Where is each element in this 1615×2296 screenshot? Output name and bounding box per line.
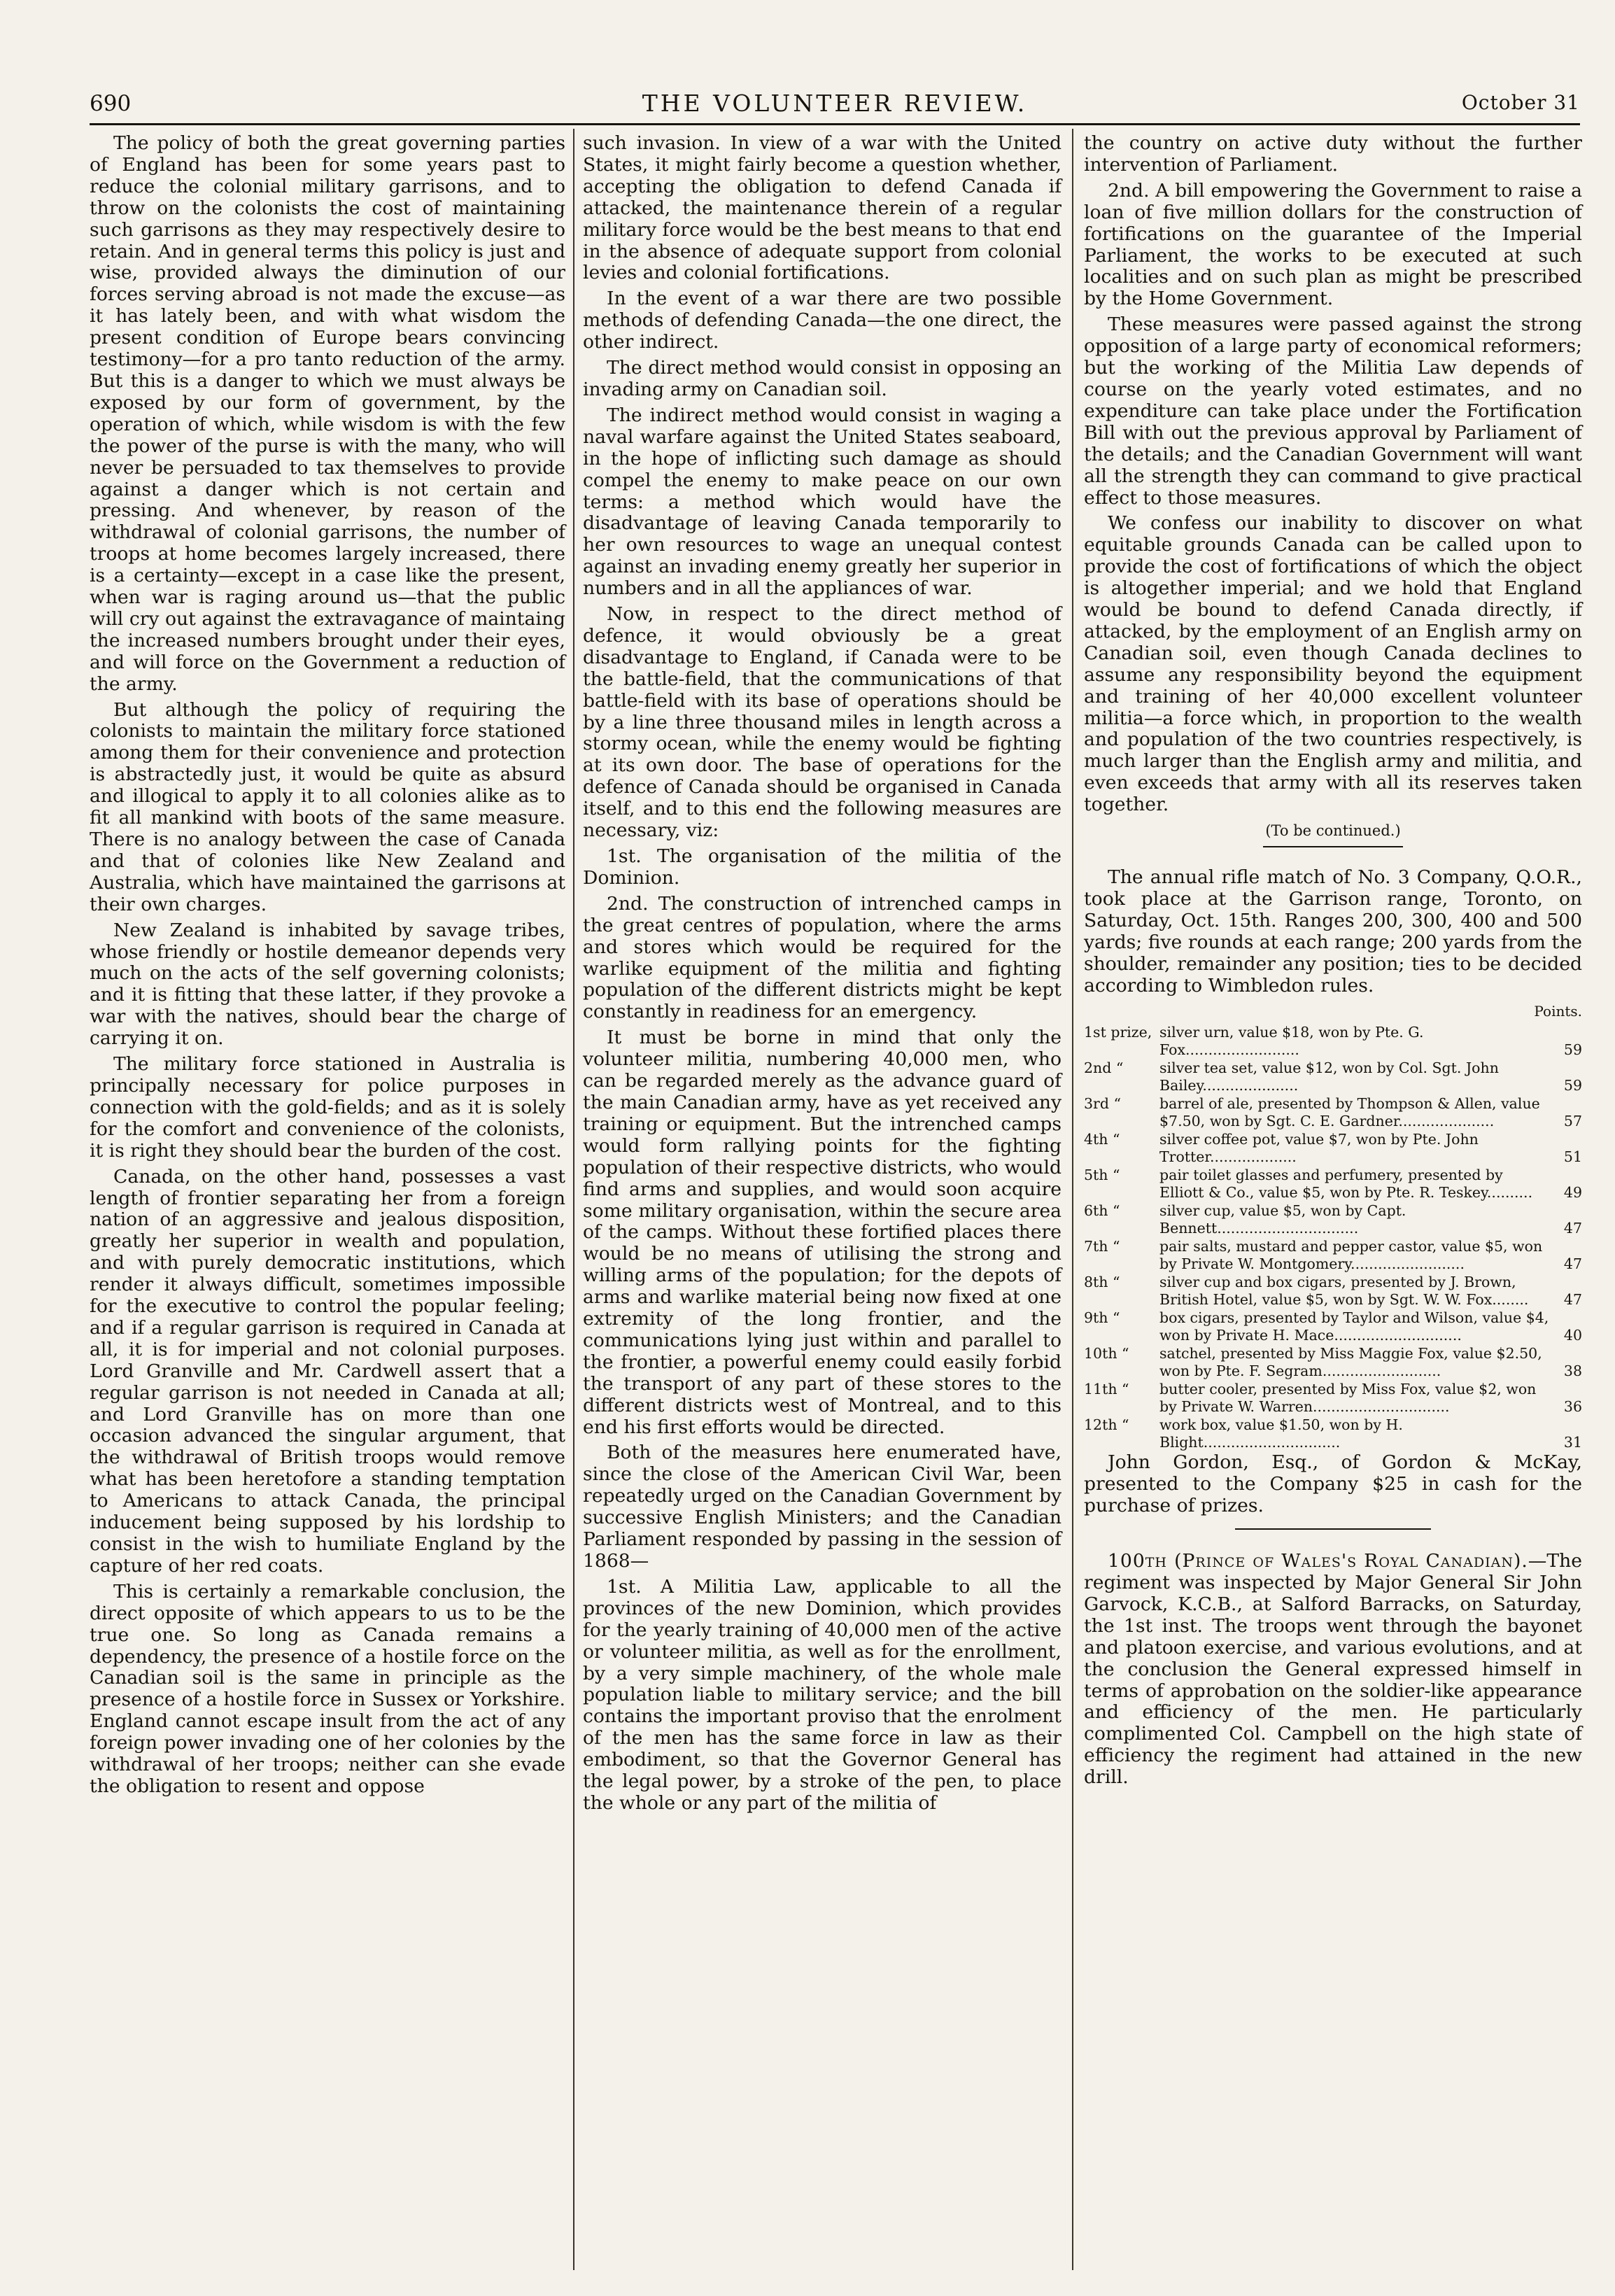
prize-place: 2nd “ (1084, 1059, 1124, 1077)
prize-points: 36 (1563, 1397, 1582, 1415)
prize-points: 49 (1563, 1183, 1582, 1201)
prize-description: satchel, presented by Miss Maggie Fox, value $2.50, won by Pte. F. Segram.......................... (1159, 1345, 1542, 1379)
prize-place: 4th “ (1084, 1131, 1120, 1148)
paragraph: The military force stationed in Australia is principally necessary for police purposes in connection with the gold-fields; and as it is solely for the comfort and convenience of the colonists, it is right they should bear the burden of the cost. (90, 1053, 565, 1162)
paragraph: the country on active duty without the further intervention of Parliament. (1084, 132, 1582, 176)
column-divider-2 (1072, 129, 1073, 2270)
regiment-body: —The regiment was inspected by Major General Sir John Garvock, K.C.B., at Salford Barracks, on Saturday, the 1st inst. The troops went through the bayonet and platoon exercise, and various evolutions, and at the conclusion the General expressed himself in terms of approbation on the soldier-like appearance and efficiency of the men. He particularly complimented Col. Campbell on the high state of efficiency the regiment had attained in the new drill. (1084, 1550, 1582, 1789)
regiment-paragraph (1084, 1551, 1582, 1789)
prize-description: silver tea set, value $12, won by Col. Sgt. John Bailey..................... (1159, 1059, 1499, 1094)
paragraph: The indirect method would consist in waging a naval warfare against the United States seaboard, in the hope of inflicting such damage as should compel the enemy to make peace on our own terms: a method which would have the disadvantage of leaving Canada temporarily to her own resources to wage an unequal contest against an invading enemy greatly her superior in numbers and in all the appliances of war. (583, 404, 1062, 600)
paragraph: 2nd. A bill empowering the Government to raise a loan of five million dollars for the construction of fortifications on the guarantee of the Imperial Parliament, the works to be executed at such localities and on such plan as might be prescribed by the Home Government. (1084, 179, 1582, 310)
paragraph: Now, in respect to the direct method of defence, it would obviously be a great disadvantage to England, if Canada were to be the battle-field, that the communications of that battle-field with its base of operations should be by a line three thousand miles in length across a stormy ocean, while the enemy would be fighting at its own door. The base of operations for the defence of Canada should be organised in Canada itself, and to this end the following measures are necessary, viz: (583, 603, 1062, 842)
prize-description: butter cooler, presented by Miss Fox, value $2, won by Private W. Warren.............................. (1159, 1381, 1537, 1415)
prize-place: 3rd “ (1084, 1095, 1121, 1113)
prize-row (1084, 1345, 1582, 1379)
prize-points: 40 (1563, 1326, 1582, 1344)
paragraph: such invasion. In view of a war with the United States, it might fairly become a question whether, accepting the obligation to defend Canada if attacked, the maintenance therein of a regular military force would be the best means to that end in the absence of adequate support from colonial levies and colonial fortifications. (583, 132, 1062, 284)
prize-row (1084, 1416, 1582, 1451)
paragraph: The direct method would consist in opposing an invading army on Canadian soil. (583, 357, 1062, 400)
prize-description: silver cup, value $5, won by Capt. Bennett............................... (1159, 1202, 1406, 1237)
regiment-heading: 100th (Prince of Wales's Royal Canadian). (1108, 1550, 1528, 1572)
prize-row (1084, 1095, 1582, 1129)
paragraph: In the event of a war there are two possible methods of defending Canada—the one direct, the other indirect. (583, 288, 1062, 353)
prize-row (1084, 1167, 1582, 1201)
prize-points: 57 (1563, 1112, 1582, 1129)
continued-note: (To be continued.) (1265, 822, 1401, 840)
prize-points: 47 (1563, 1219, 1582, 1237)
prize-place: 6th “ (1084, 1202, 1120, 1220)
prize-place: 9th “ (1084, 1309, 1120, 1327)
points-header: Points. (1534, 1003, 1582, 1020)
header-rule (90, 123, 1580, 125)
column-2 (583, 133, 1062, 1819)
prize-row (1084, 1202, 1582, 1237)
prize-points: 47 (1563, 1290, 1582, 1308)
prize-points: 31 (1563, 1433, 1582, 1451)
paragraph: But although the policy of requiring the colonists to maintain the military force stationed among them for their convenience and protection is abstractedly just, it would be quite as absurd and illogical to apply it to all colonies alike as to fit all mankind with boots of the same measure. There is no analogy between the case of Canada and that of colonies like New Zealand and Australia, which have maintained the garrisons at their own charges. (90, 698, 565, 915)
prize-place: 5th “ (1084, 1167, 1120, 1184)
column-1 (90, 133, 565, 1802)
prize-row (1084, 1309, 1582, 1344)
prize-description: pair toilet glasses and perfumery, presented by Elliott & Co., value $5, won by Pte. R. Teskey.......... (1159, 1167, 1533, 1201)
prize-points: 38 (1563, 1362, 1582, 1379)
gordon-note: John Gordon, Esq., of Gordon & McKay, presented to the Company $25 in cash for the purchase of prizes. (1084, 1451, 1582, 1517)
masthead-title: THE VOLUNTEER REVIEW. (642, 90, 1028, 117)
section-rule (1235, 1528, 1431, 1530)
prize-place: 11th “ (1084, 1381, 1129, 1398)
paragraph: 1st. The organisation of the militia of the Dominion. (583, 845, 1062, 889)
prize-points: 59 (1563, 1041, 1582, 1058)
paragraph: It must be borne in mind that only the volunteer militia, numbering 40,000 men, who can be regarded merely as the advance guard of the main Canadian army, have as yet received any training or equipment. But the intrenched camps would form rallying points for the fighting population of their respective districts, who would find arms and supplies, and would soon acquire some military organisation, within the secure area of the camps. Without these fortified places there would be no means of utilising the strong and willing arms of the population; for the depots of arms and warlike material being now fixed at one extremity of the long frontier, and the communications lying just within and parallel to the frontier, a powerful enemy could easily forbid the transport of any part of these stores to the different districts west of Montreal, and to this end his first efforts would be directed. (583, 1027, 1062, 1438)
prize-place: 8th “ (1084, 1274, 1120, 1291)
prize-place: 7th “ (1084, 1238, 1120, 1255)
prize-row (1084, 1024, 1582, 1058)
prize-row (1084, 1381, 1582, 1415)
column-divider-1 (573, 129, 574, 2270)
prize-points: 59 (1563, 1076, 1582, 1094)
paragraph: Canada, on the other hand, possesses a vast length of frontier separating her from a foreign nation of an aggressive and jealous disposition, greatly her superior in wealth and population, and with purely democratic institutions, which render it always difficult, sometimes impossible for the executive to control the popular feeling; and if a regular garrison is required in Canada at all, it is for imperial and not colonial purposes. Lord Granville and Mr. Cardwell assert that a regular garrison is not needed in Canada at all; and Lord Granville has on more than one occasion advanced the singular argument, that the withdrawal of British troops would remove what has been heretofore a standing temptation to Americans to attack Canada, the principal inducement being supposed by his lordship to consist in the wish to humiliate England by the capture of her red coats. (90, 1165, 565, 1577)
prize-place: 12th “ (1084, 1416, 1129, 1434)
prize-description: pair salts, mustard and pepper castor, value $5, won by Private W. Montgomery......................... (1159, 1238, 1543, 1272)
prize-description: work box, value $1.50, won by H. Blight.............................. (1159, 1416, 1403, 1451)
issue-date: October 31 (1461, 91, 1580, 114)
page-header (90, 85, 1580, 125)
paragraph: 2nd. The construction of intrenched camps in the great centres of population, where the arms and stores which would be required for the warlike equipment of the militia and fighting population of the different districts might be kept constantly in readiness for an emergency. (583, 892, 1062, 1023)
prize-row (1084, 1238, 1582, 1272)
prize-place: 1st prize, (1084, 1024, 1152, 1041)
prize-description: silver coffee pot, value $7, won by Pte. John Trotter................... (1159, 1131, 1479, 1165)
column-3 (1084, 133, 1582, 1793)
section-rule (1263, 846, 1403, 847)
prize-description: barrel of ale, presented by Thompson & Allen, value $7.50, won by Sgt. C. E. Gardner..................... (1159, 1095, 1540, 1129)
paragraph: This is certainly a remarkable conclusion, the direct opposite of which appears to us to be the true one. So long as Canada remains a dependency, the presence of a hostile force on the Canadian soil is the same in principle as the presence of a hostile force in Sussex or Yorkshire. England cannot escape insult from the act of any foreign power invading one of her colonies by the withdrawal of her troops; neither can she evade the obligation to resent and oppose (90, 1580, 565, 1797)
prize-points: 47 (1563, 1255, 1582, 1272)
paragraph: We confess our inability to discover on what equitable grounds Canada can be called upon to provide the cost of fortifications of which the object is altogether imperial; and we hold that England would be bound to defend Canada directly, if attacked, by the employment of an English army on Canadian soil, even though Canada declines to assume any responsibility beyond the equipment and training of her 40,000 excellent volunteer militia—a force which, in proportion to the wealth and population of the two countries respectively, is much larger than the English army and militia, and even exceeds that army with all its reserves taken together. (1084, 512, 1582, 816)
prize-place: 10th “ (1084, 1345, 1129, 1362)
prize-description: silver cup and box cigars, presented by J. Brown, British Hotel, value $5, won by Sgt. W. W. Fox........ (1159, 1274, 1529, 1308)
prize-row (1084, 1131, 1582, 1165)
rifle-match-intro: The annual rifle match of No. 3 Company, Q.O.R., took place at the Garrison range, Toronto, on Saturday, Oct. 15th. Ranges 200, 300, 400 and 500 yards; five rounds at each range; 200 yards from the shoulder, remainder any position; ties to be decided according to Wimbledon rules. (1084, 866, 1582, 996)
paragraph: These measures were passed against the strong opposition of a large party of economical reformers; but the working of the Militia Law depends of course on the yearly voted estimates, and no expenditure can take place under the Fortification Bill with out the previous approval by Parliament of the details; and the Canadian Government will want all the strength they can command to give practical effect to those measures. (1084, 314, 1582, 509)
page-number: 690 (90, 91, 132, 116)
paragraph: New Zealand is inhabited by savage tribes, whose friendly or hostile demeanor depends very much on the acts of the self governing colonists; and it is fitting that these latter, if they provoke a war with the natives, should bear the charge of carrying it on. (90, 919, 565, 1050)
paragraph: 1st. A Militia Law, applicable to all the provinces of the new Dominion, which provides for the yearly training of 40,000 men of the active or volunteer militia, as well as for the enrollment, by a very simple machinery, of the whole male population liable to military service; and the bill contains the important proviso that the enrolment of the men has the same force in law as their embodiment, so that the Governor General has the legal power, by a stroke of the pen, to place the whole or any part of the militia of (583, 1575, 1062, 1814)
paragraph: The policy of both the great governing parties of England has been for some years past to reduce the colonial military garrisons, and to throw on the colonists the cost of maintaining such garrisons as they may respectively desire to retain. And in general terms this policy is just and wise, provided always the diminution of our forces serving abroad is not made the excuse—as it has lately been, and with what wisdom the present condition of Europe bears convincing testimony—for a pro tanto reduction of the army. But this is a danger to which we must always be exposed by our form of government, by the operation of which, while wisdom is with the few the power of the purse is with the many, who will never be persuaded to tax themselves to provide against a danger which is not certain and pressing. And whenever, by reason of the withdrawal of colonial garrisons, the number of troops at home becomes largely increased, there is a certainty—except in a case like the present, when war is raging around us—that the public will cry out against the extravagance of maintaing the increased numbers brought under their eyes, and will force on the Government a reduction of the army. (90, 132, 565, 695)
paragraph: Both of the measures here enumerated have, since the close of the American Civil War, been repeatedly urged on the Canadian Government by successive English Ministers; and the Canadian Parliament responded by passing in the session of 1868— (583, 1442, 1062, 1572)
prize-row (1084, 1059, 1582, 1094)
prize-points: 51 (1563, 1148, 1582, 1165)
prize-description: silver urn, value $18, won by Pte. G. Fox......................... (1159, 1024, 1424, 1058)
prize-description: box cigars, presented by Taylor and Wilson, value $4, won by Private H. Mace............................ (1159, 1309, 1549, 1344)
prize-row (1084, 1274, 1582, 1308)
